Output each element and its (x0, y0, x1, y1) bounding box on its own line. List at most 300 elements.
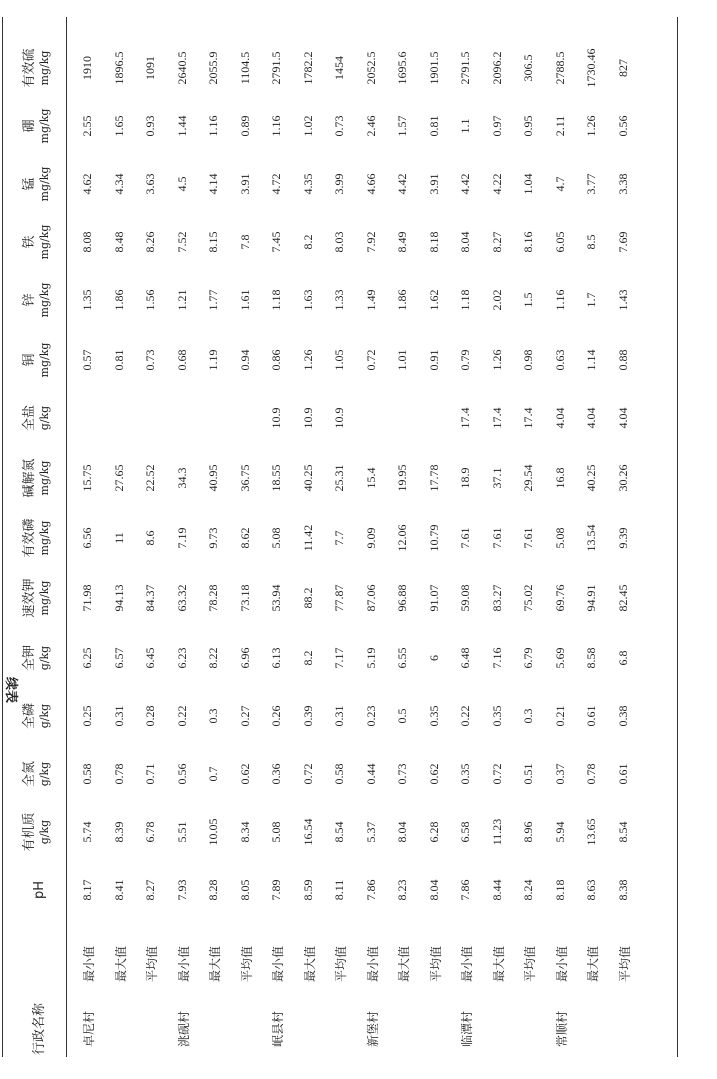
table-cell: 8.04 (458, 231, 472, 253)
column-header-name: 有效硫 (22, 48, 37, 88)
table-cell: 1.77 (206, 289, 220, 311)
table-cell: 8.18 (552, 879, 567, 901)
table-cell: 17.4 (489, 407, 504, 429)
table-cell: 4.04 (615, 407, 630, 429)
table-cell: 8.5 (584, 234, 598, 250)
row-stat-label: 最大值 (586, 946, 600, 983)
table-cell: 1.35 (80, 289, 94, 311)
table-cell: 1.49 (363, 289, 378, 311)
table-cell: 1.01 (395, 349, 409, 371)
table-cell: 9.39 (615, 527, 630, 549)
row-stat-label: 最大值 (397, 946, 411, 983)
table-cell: 37.1 (489, 467, 504, 489)
table-cell: 1.26 (584, 115, 598, 137)
table-cell: 71.98 (80, 584, 94, 612)
row-stat-label: 最小值 (82, 946, 96, 983)
table-cell: 6.13 (269, 647, 283, 669)
village-name: 洮砚村 (176, 1011, 191, 1048)
column-header-unit: mg/kg (38, 50, 51, 86)
table-cell: 1.26 (300, 349, 315, 371)
table-cell: 4.42 (458, 173, 472, 195)
table-cell: 5.08 (269, 527, 283, 549)
table-cell: 1.16 (552, 289, 567, 311)
table-cell: 4.35 (300, 173, 315, 195)
table-cell: 8.04 (395, 821, 409, 843)
table-cell: 18.55 (269, 464, 283, 492)
table-cell: 8.15 (206, 231, 220, 253)
row-stat-label: 平均值 (145, 946, 159, 983)
column-header-unit: mg/kg (38, 342, 51, 378)
table-cell: 0.39 (300, 705, 315, 727)
table-cell: 2052.5 (363, 51, 378, 85)
table-cell: 6.58 (458, 821, 472, 843)
table-cell: 8.6 (143, 530, 157, 546)
table-cell: 8.62 (237, 527, 252, 549)
table-cell: 0.78 (111, 763, 126, 785)
table-cell: 1454 (332, 56, 346, 80)
table-cell: 0.72 (363, 349, 378, 371)
table-cell: 0.56 (174, 763, 189, 785)
row-stat-label: 最大值 (491, 946, 506, 983)
column-header-name: 锌 (22, 293, 37, 307)
table-cell: 1.65 (111, 115, 126, 137)
table-cell: 2788.5 (552, 51, 567, 85)
column-header-unit: mg/kg (38, 166, 51, 202)
table-cell: 1910 (80, 56, 94, 80)
column-header-unit: g/kg (38, 761, 51, 787)
table-cell: 10.79 (426, 524, 441, 552)
table-cell: 11.23 (489, 818, 504, 846)
table-cell: 0.57 (80, 349, 94, 371)
table-cell: 7.86 (363, 879, 378, 901)
table-cell: 0.58 (332, 763, 346, 785)
table-cell: 7.86 (458, 879, 472, 901)
table-cell: 1.18 (458, 289, 472, 311)
column-header-name: 全盐 (22, 405, 37, 432)
row-stat-label: 最小值 (365, 946, 380, 983)
table-cell: 0.73 (332, 115, 346, 137)
table-cell: 8.96 (521, 821, 535, 843)
table-cell: 1730.46 (584, 48, 598, 88)
table-cell: 0.63 (552, 349, 567, 371)
table-cell: 0.37 (552, 763, 567, 785)
table-cell: 7.17 (332, 647, 346, 669)
table-cell: 4.62 (80, 173, 94, 195)
table-cell: 2791.5 (458, 51, 472, 85)
row-stat-label: 平均值 (523, 946, 537, 983)
table-cell: 25.31 (332, 464, 346, 492)
column-header-name: 全氮 (22, 761, 37, 788)
column-header-unit: mg/kg (38, 460, 51, 496)
table-cell: 0.61 (584, 705, 598, 727)
table-cell: 4.04 (552, 407, 567, 429)
table-cell: 13.54 (584, 524, 598, 552)
table-cell: 0.62 (237, 763, 252, 785)
table-cell: 0.23 (363, 705, 378, 727)
row-stat-label: 最大值 (302, 946, 317, 983)
table-cell: 17.4 (458, 407, 472, 429)
table-cell: 6.56 (80, 527, 94, 549)
table-cell: 2096.2 (489, 51, 504, 85)
column-header (22, 97, 52, 155)
row-stat-label: 最小值 (460, 946, 474, 983)
table-cell: 0.38 (615, 705, 630, 727)
table-cell: 27.65 (111, 464, 126, 492)
table-cell: 8.39 (111, 821, 126, 843)
table-cell: 96.88 (395, 584, 409, 612)
table-cell: 1.14 (584, 349, 598, 371)
table-cell: 13.65 (584, 818, 598, 846)
table-cell: 0.89 (237, 115, 252, 137)
table-cell: 0.72 (300, 763, 315, 785)
column-header-unit: mg/kg (38, 224, 51, 260)
table-cell: 0.86 (269, 349, 283, 371)
table-cell: 1782.2 (300, 51, 315, 85)
column-header (22, 687, 52, 745)
table-cell: 0.79 (458, 349, 472, 371)
table-cell: 1.61 (237, 289, 252, 311)
column-header-name: 行政名称 (32, 1003, 47, 1056)
table-cell: 3.63 (143, 173, 157, 195)
table-cell: 4.22 (489, 173, 504, 195)
table-cell: 6.55 (395, 647, 409, 669)
row-stat-label: 最大值 (113, 946, 128, 983)
table-cell: 91.07 (426, 584, 441, 612)
column-header-unit: g/kg (38, 703, 51, 729)
table-cell: 7.16 (489, 647, 504, 669)
column-header-name: 铁 (22, 235, 37, 249)
table-cell: 4.7 (552, 176, 567, 192)
table-cell: 4.66 (363, 173, 378, 195)
table-cell: 0.28 (143, 705, 157, 727)
table-cell: 0.98 (521, 349, 535, 371)
table-cell: 1.86 (395, 289, 409, 311)
table-cell: 7.45 (269, 231, 283, 253)
table-cell: 6.48 (458, 647, 472, 669)
table-cell: 8.27 (489, 231, 504, 253)
table-cell: 8.58 (584, 647, 598, 669)
table-cell: 17.4 (521, 407, 535, 429)
column-header-unit: mg/kg (38, 520, 51, 556)
column-header-name: 锰 (22, 177, 37, 191)
row-stat-label: 平均值 (617, 946, 632, 983)
column-header-name: pH (32, 880, 47, 900)
table-cell: 8.2 (300, 650, 315, 666)
column-header (22, 803, 52, 861)
table-cell: 0.36 (269, 763, 283, 785)
table-cell: 8.18 (426, 231, 441, 253)
table-cell: 34.3 (174, 467, 189, 489)
column-header-name: 全钾 (22, 645, 37, 672)
table-cell: 94.13 (111, 584, 126, 612)
table-cell: 8.38 (615, 879, 630, 901)
table-cell: 6.57 (111, 647, 126, 669)
table-cell: 7.52 (174, 231, 189, 253)
table-caption: 续表 (3, 677, 18, 704)
table-cell: 22.52 (143, 464, 157, 492)
table-cell: 0.3 (206, 708, 220, 724)
table-cell: 8.28 (206, 879, 220, 901)
table-cell: 1.57 (395, 115, 409, 137)
table-cell: 0.3 (521, 708, 535, 724)
table-cell: 0.81 (426, 115, 441, 137)
table-cell: 0.5 (395, 708, 409, 724)
table-cell: 0.62 (426, 763, 441, 785)
table-cell: 7.69 (615, 231, 630, 253)
column-header-name: 硼 (22, 119, 37, 133)
table-cell: 5.69 (552, 647, 567, 669)
column-header-unit: g/kg (38, 405, 51, 431)
column-header (22, 629, 52, 687)
table-cell: 1896.5 (111, 51, 126, 85)
table-cell: 5.08 (552, 527, 567, 549)
column-header-unit: mg/kg (38, 282, 51, 318)
table-cell: 2.46 (363, 115, 378, 137)
table-cell: 1.33 (332, 289, 346, 311)
table-cell: 69.76 (552, 584, 567, 612)
table-cell: 8.63 (584, 879, 598, 901)
table-cell: 0.78 (584, 763, 598, 785)
table-cell: 2791.5 (269, 51, 283, 85)
table-cell: 3.91 (426, 173, 441, 195)
table-cell: 8.23 (395, 879, 409, 901)
table-cell: 2640.5 (174, 51, 189, 85)
table-cell: 1.44 (174, 115, 189, 137)
table-cell: 1.16 (206, 115, 220, 137)
table-cell: 0.22 (458, 705, 472, 727)
village-name: 常顺村 (554, 1011, 569, 1048)
table-cell: 6.25 (80, 647, 94, 669)
table-cell: 36.75 (237, 464, 252, 492)
table-cell: 1104.5 (237, 51, 252, 85)
table-cell: 0.27 (237, 705, 252, 727)
table-cell: 40.25 (300, 464, 315, 492)
column-header-name: 有机质 (22, 812, 37, 852)
table-cell: 8.08 (80, 231, 94, 253)
column-header (22, 509, 52, 567)
table-cell: 1.62 (426, 289, 441, 311)
table-cell: 4.5 (174, 176, 189, 192)
table-cell: 7.92 (363, 231, 378, 253)
table-cell: 0.22 (174, 705, 189, 727)
column-header (32, 861, 47, 919)
table-cell: 8.41 (111, 879, 126, 901)
table-cell: 5.19 (363, 647, 378, 669)
table-cell: 8.11 (332, 879, 346, 901)
table-cell: 8.17 (80, 879, 94, 901)
column-header-name: 碱解氮 (22, 458, 37, 498)
table-cell: 8.49 (395, 231, 409, 253)
table-rule (66, 17, 67, 1057)
table-cell: 8.24 (521, 879, 535, 901)
table-cell: 0.31 (332, 705, 346, 727)
row-stat-label: 最大值 (208, 946, 222, 983)
table-cell: 0.26 (269, 705, 283, 727)
table-rule (677, 17, 678, 1057)
table-cell: 1.16 (269, 115, 283, 137)
table-cell: 7.7 (332, 530, 346, 546)
table-cell: 5.08 (269, 821, 283, 843)
table-cell: 1.1 (458, 118, 472, 134)
table-cell: 83.27 (489, 584, 504, 612)
table-cell: 40.95 (206, 464, 220, 492)
table-cell: 78.28 (206, 584, 220, 612)
table-cell: 8.27 (143, 879, 157, 901)
column-header (22, 389, 52, 447)
table-cell: 6.23 (174, 647, 189, 669)
table-cell: 19.95 (395, 464, 409, 492)
table-cell: 0.73 (143, 349, 157, 371)
table-cell: 0.73 (395, 763, 409, 785)
table-cell: 0.91 (426, 349, 441, 371)
table-cell: 4.72 (269, 173, 283, 195)
table-cell: 0.21 (552, 705, 567, 727)
table-cell: 0.31 (111, 705, 126, 727)
table-cell: 16.54 (300, 818, 315, 846)
table-cell: 0.7 (206, 766, 220, 782)
village-name: 岷县村 (271, 1011, 285, 1048)
table-cell: 5.74 (80, 821, 94, 843)
table-cell: 0.35 (426, 705, 441, 727)
village-name: 临潭村 (460, 1011, 474, 1048)
table-cell: 6.45 (143, 647, 157, 669)
table-cell: 11 (111, 532, 126, 544)
table-cell: 6.78 (143, 821, 157, 843)
table-cell: 1.21 (174, 289, 189, 311)
table-cell: 8.05 (237, 879, 252, 901)
table-cell: 0.56 (615, 115, 630, 137)
table-cell: 8.44 (489, 879, 504, 901)
table-cell: 0.51 (521, 763, 535, 785)
table-cell: 6 (426, 655, 441, 661)
row-stat-label: 平均值 (334, 946, 348, 983)
table-cell: 87.06 (363, 584, 378, 612)
row-stat-label: 平均值 (239, 946, 254, 983)
table-cell: 8.03 (332, 231, 346, 253)
table-cell: 4.34 (111, 173, 126, 195)
table-cell: 8.59 (300, 879, 315, 901)
table-cell: 7.8 (237, 234, 252, 250)
table-cell: 1.63 (300, 289, 315, 311)
table-cell: 6.8 (615, 650, 630, 666)
column-header (22, 213, 52, 271)
table-cell: 4.14 (206, 173, 220, 195)
table-cell: 77.87 (332, 584, 346, 612)
table-rule (2, 17, 3, 1057)
table-cell: 1.05 (332, 349, 346, 371)
table-cell: 8.34 (237, 821, 252, 843)
table-cell: 1.7 (584, 292, 598, 308)
column-header-unit: g/kg (38, 645, 51, 671)
table-cell: 2.02 (489, 289, 504, 311)
table-cell: 2055.9 (206, 51, 220, 85)
column-header-unit: mg/kg (38, 580, 51, 616)
table-cell: 5.51 (174, 821, 189, 843)
table-cell: 73.18 (237, 584, 252, 612)
column-header-name: 全磷 (22, 703, 37, 730)
table-cell: 7.89 (269, 879, 283, 901)
table-cell: 0.35 (458, 763, 472, 785)
table-cell: 84.37 (143, 584, 157, 612)
table-cell: 1.04 (521, 173, 535, 195)
column-header (22, 569, 52, 627)
table-cell: 9.09 (363, 527, 378, 549)
table-cell: 0.94 (237, 349, 252, 371)
column-header (22, 271, 52, 329)
table-cell: 10.9 (300, 407, 315, 429)
table-cell: 1.5 (521, 292, 535, 308)
table-cell: 6.96 (237, 647, 252, 669)
table-cell: 63.32 (174, 584, 189, 612)
table-cell: 30.26 (615, 464, 630, 492)
table-cell: 5.94 (552, 821, 567, 843)
table-cell: 1901.5 (426, 51, 441, 85)
table-cell: 8.54 (332, 821, 346, 843)
column-header-unit: g/kg (38, 819, 51, 845)
table-cell: 0.97 (489, 115, 504, 137)
table-cell: 0.81 (111, 349, 126, 371)
table-cell: 4.04 (584, 407, 598, 429)
table-cell: 12.06 (395, 524, 409, 552)
table-cell: 1.26 (489, 349, 504, 371)
table-cell: 0.35 (489, 705, 504, 727)
table-cell: 16.8 (552, 467, 567, 489)
table-cell: 0.93 (143, 115, 157, 137)
table-cell: 94.91 (584, 584, 598, 612)
table-cell: 8.2 (300, 234, 315, 250)
table-cell: 1695.6 (395, 51, 409, 85)
table-cell: 2.11 (552, 115, 567, 137)
table-cell: 17.78 (426, 464, 441, 492)
table-cell: 2.55 (80, 115, 94, 137)
table-cell: 5.37 (363, 821, 378, 843)
table-cell: 0.44 (363, 763, 378, 785)
row-stat-label: 最小值 (176, 946, 191, 983)
table-cell: 0.71 (143, 763, 157, 785)
table-cell: 6.28 (426, 821, 441, 843)
table-cell: 7.19 (174, 527, 189, 549)
table-cell: 1.18 (269, 289, 283, 311)
table-cell: 3.38 (615, 173, 630, 195)
table-cell: 7.61 (489, 527, 504, 549)
table-cell: 15.75 (80, 464, 94, 492)
table-cell: 9.73 (206, 527, 220, 549)
column-header-name: 铜 (22, 353, 37, 367)
table-cell: 1.86 (111, 289, 126, 311)
column-header (32, 989, 47, 1069)
table-cell: 7.61 (458, 527, 472, 549)
table-cell: 10.9 (269, 407, 283, 429)
table-cell: 18.9 (458, 467, 472, 489)
column-header (22, 331, 52, 389)
row-stat-label: 平均值 (428, 946, 443, 983)
table-cell: 1.19 (206, 349, 220, 371)
table-cell: 0.95 (521, 115, 535, 137)
table-cell: 4.42 (395, 173, 409, 195)
table-cell: 1.43 (615, 289, 630, 311)
table-cell: 8.04 (426, 879, 441, 901)
table-cell: 8.26 (143, 231, 157, 253)
column-header-name: 速效钾 (22, 578, 37, 618)
column-header (22, 745, 52, 803)
table-cell: 0.88 (615, 349, 630, 371)
table-cell: 75.02 (521, 584, 535, 612)
table-cell: 306.5 (521, 54, 535, 82)
table-cell: 59.08 (458, 584, 472, 612)
table-cell: 88.2 (300, 587, 315, 609)
table-cell: 3.77 (584, 173, 598, 195)
table-cell: 6.79 (521, 647, 535, 669)
